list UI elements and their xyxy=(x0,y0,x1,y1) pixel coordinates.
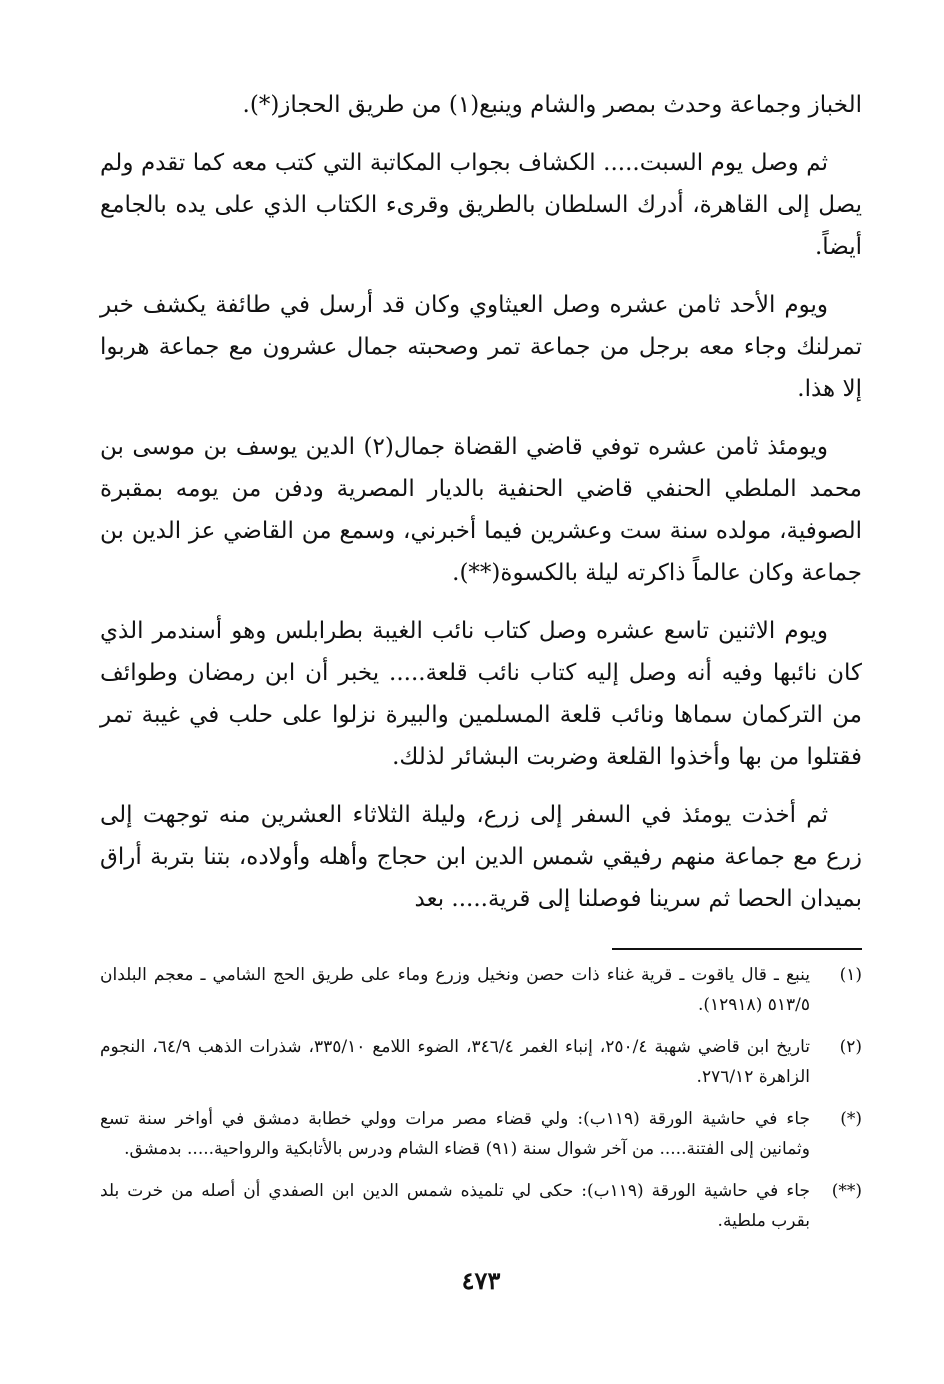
paragraph-2-text: ثم وصل يوم السبت..... الكشاف بجواب المكاتبة التي كتب معه كما تقدم ولم يصل إلى القاهرة، أدرك السلطان بالطريق وقرىء الكتاب الذي على يده بالجامع أيضاً. xyxy=(100,150,862,260)
paragraph-4 xyxy=(100,426,862,594)
paragraph-3-text: ويوم الأحد ثامن عشره وصل العيثاوي وكان قد أرسل في طائفة يكشف خبر تمرلنك وجاء معه برجل من جماعة تمر وصحبته جمال عشرون مع جماعة هربوا إلا هذا. xyxy=(100,292,862,402)
footnote-text: جاء في حاشية الورقة (١١٩ب): ولي قضاء مصر مرات وولي خطابة دمشق في أواخر سنة تسع وثمانين إلى الفتنة..... من آخر شوال سنة (٩١) قضاء الشام ودرس بالأتابكية والرواحية..... بدمشق. xyxy=(100,1109,811,1159)
footnote-1 xyxy=(100,960,862,1020)
footnote-number: (*) xyxy=(840,1109,862,1129)
footnote-text: ينبع ـ قال ياقوت ـ قرية غناء ذات حصن ونخيل وزرع وماء على طريق الحج الشامي ـ معجم البلدان ٥١٣/٥ (١٢٩١٨). xyxy=(100,965,810,1015)
paragraph-5 xyxy=(100,610,862,778)
footnote-4 xyxy=(100,1176,862,1236)
footnote-divider xyxy=(612,948,862,950)
paragraph-3 xyxy=(100,284,862,410)
footnote-number: (١) xyxy=(839,965,862,985)
paragraph-6 xyxy=(100,794,862,920)
paragraph-6-text: ثم أخذت يومئذ في السفر إلى زرع، وليلة الثلاثاء العشرين منه توجهت إلى زرع مع جماعة منهم رفيقي شمس الدين ابن حجاج وأهله وأولاده، بتنا بتربة أراق بميدان الحصا ثم سرينا فوصلنا إلى قرية..... بعد xyxy=(100,802,862,912)
paragraph-5-text: ويوم الاثنين تاسع عشره وصل كتاب نائب الغيبة بطرابلس وهو أسندمر الذي كان نائبها وفيه أنه وصل إليه كتاب نائب قلعة..... يخبر أن ابن رمضان وطوائف من التركمان سماها ونائب قلعة المسلمين والبيرة نزلوا على حلب في غيبة تمر فقتلوا من بها وأخذوا القلعة وضربت البشائر لذلك. xyxy=(100,618,862,770)
footnote-text: جاء في حاشية الورقة (١١٩ب): حكى لي تلميذه شمس الدين ابن الصفدي أن أصله من خرت بلد بقرب ملطية. xyxy=(100,1181,810,1231)
document-page xyxy=(100,84,862,1295)
footnote-3 xyxy=(100,1104,862,1164)
paragraph-4-text: ويومئذ ثامن عشره توفي قاضي القضاة جمال(٢) الدين يوسف بن موسى بن محمد الملطي الحنفي قاضي الحنفية بالديار المصرية ودفن من يومه بمقبرة الصوفية، مولده سنة ست وعشرين فيما أخبرني، وسمع من القاضي عز الدين بن جماعة وكان عالماً ذاكرته ليلة بالكسوة(**). xyxy=(100,434,862,586)
paragraph-2 xyxy=(100,142,862,268)
footnote-number: (٢) xyxy=(839,1037,862,1057)
page-number: ٤٧٣ xyxy=(461,1266,501,1295)
paragraph-1: الخباز وجماعة وحدث بمصر والشام وينبع(١) من طريق الحجاز(*). xyxy=(242,92,862,118)
footnote-2 xyxy=(100,1032,862,1092)
footnote-number: (**) xyxy=(831,1181,862,1201)
footnote-text: تاريخ ابن قاضي شهبة ٢٥٠/٤، إنباء الغمر ٣٤٦/٤، الضوء اللامع ٣٣٥/١٠، شذرات الذهب ٦٤/٩، النجوم الزاهرة ٢٧٦/١٢. xyxy=(100,1037,810,1087)
